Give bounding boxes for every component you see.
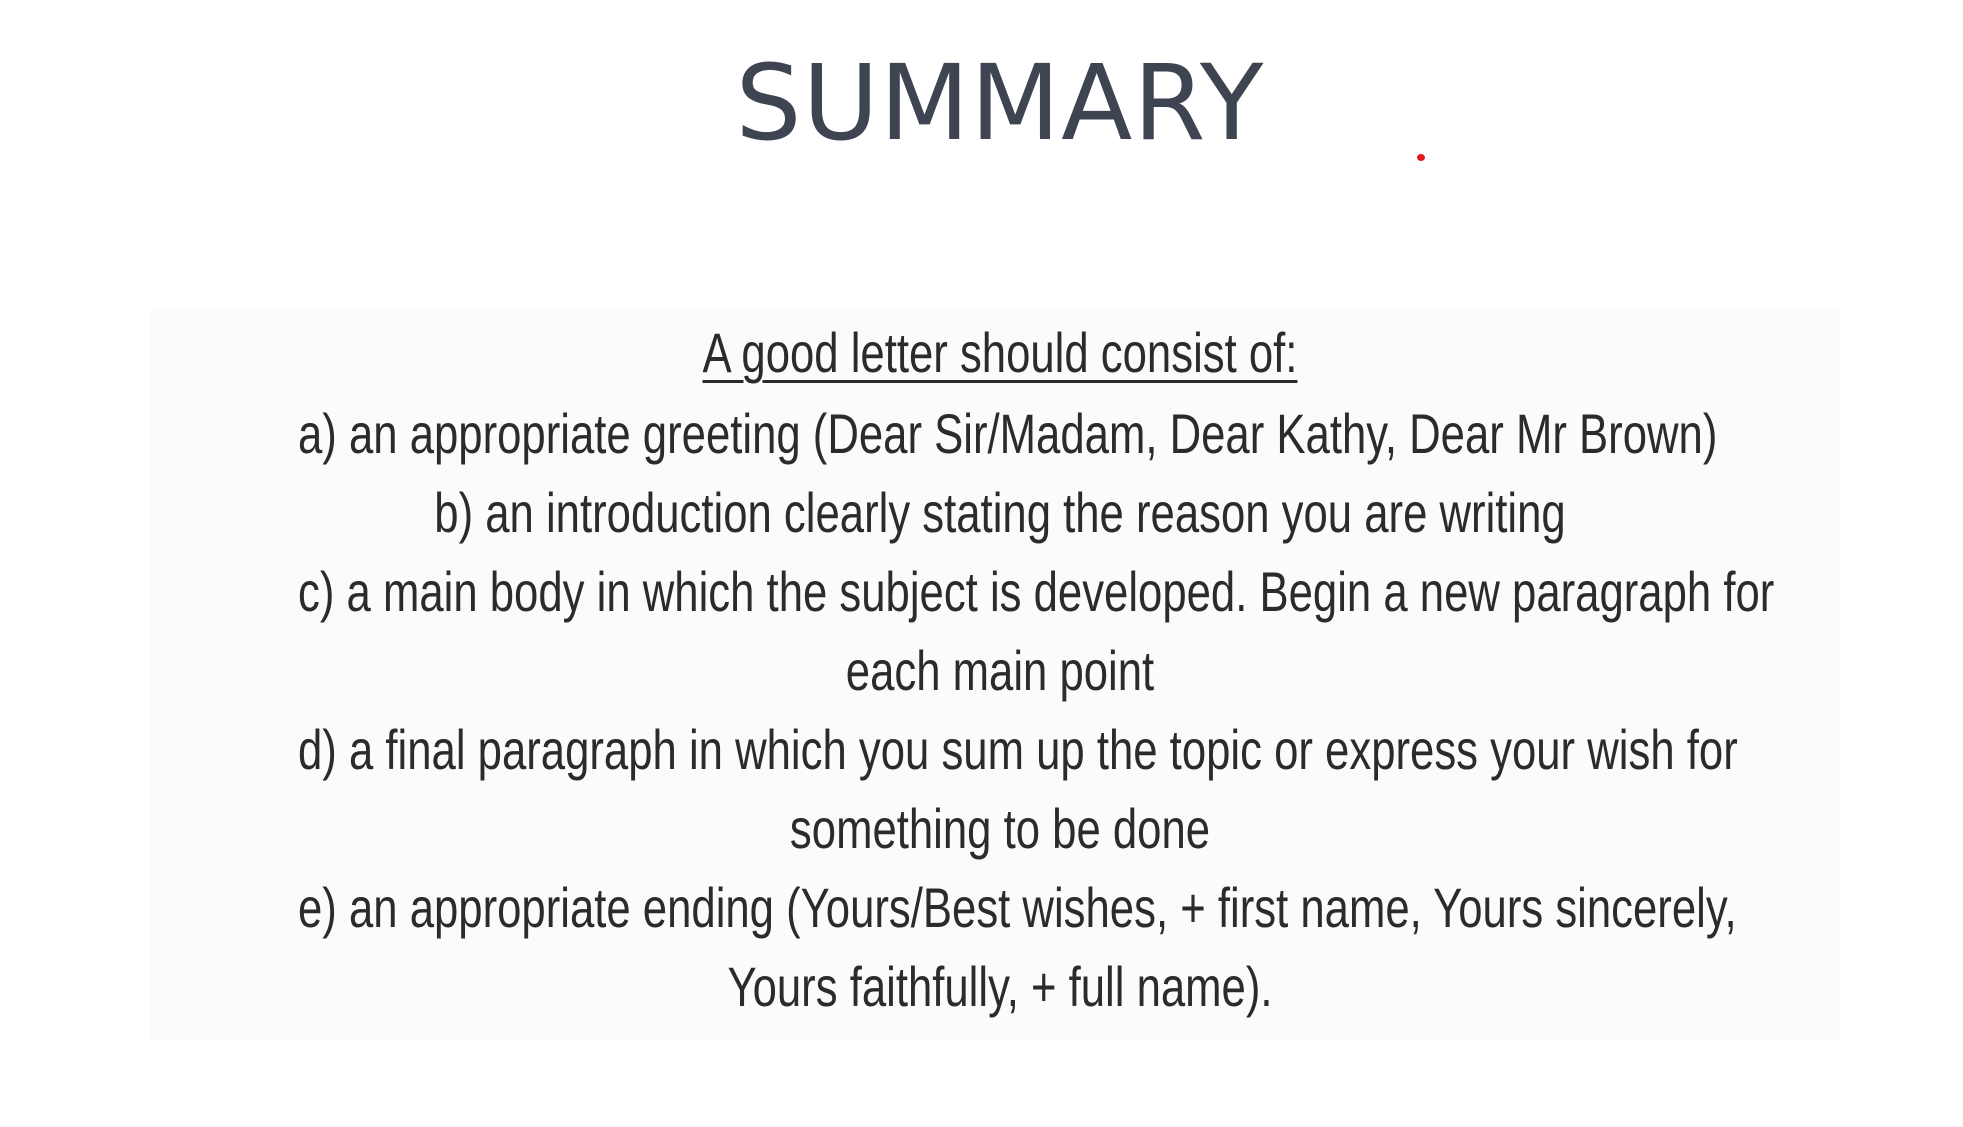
summary-line-d: d) a final paragraph in which you sum up the topic or express your wish for [298,718,1738,781]
summary-heading: A good letter should consist of: [702,321,1298,384]
summary-line-d-continued: something to be done [789,797,1211,860]
summary-line-a: a) an appropriate greeting (Dear Sir/Madam, Dear Kathy, Dear Mr Brown) [298,402,1718,465]
summary-line-e: e) an appropriate ending (Yours/Best wishes, + first name, Yours sincerely, [298,876,1737,939]
summary-line-c: c) a main body in which the subject is developed. Begin a new paragraph for [298,560,1775,623]
red-dot [1417,154,1425,161]
summary-line-e-continued: Yours faithfully, + full name). [727,955,1273,1018]
slide-title: SUMMARY [735,42,1265,164]
summary-line-b: b) an introduction clearly stating the reason you are writing [434,481,1566,544]
letter-summary-content [100,312,1900,1026]
summary-line-c-continued: each main point [845,639,1155,702]
